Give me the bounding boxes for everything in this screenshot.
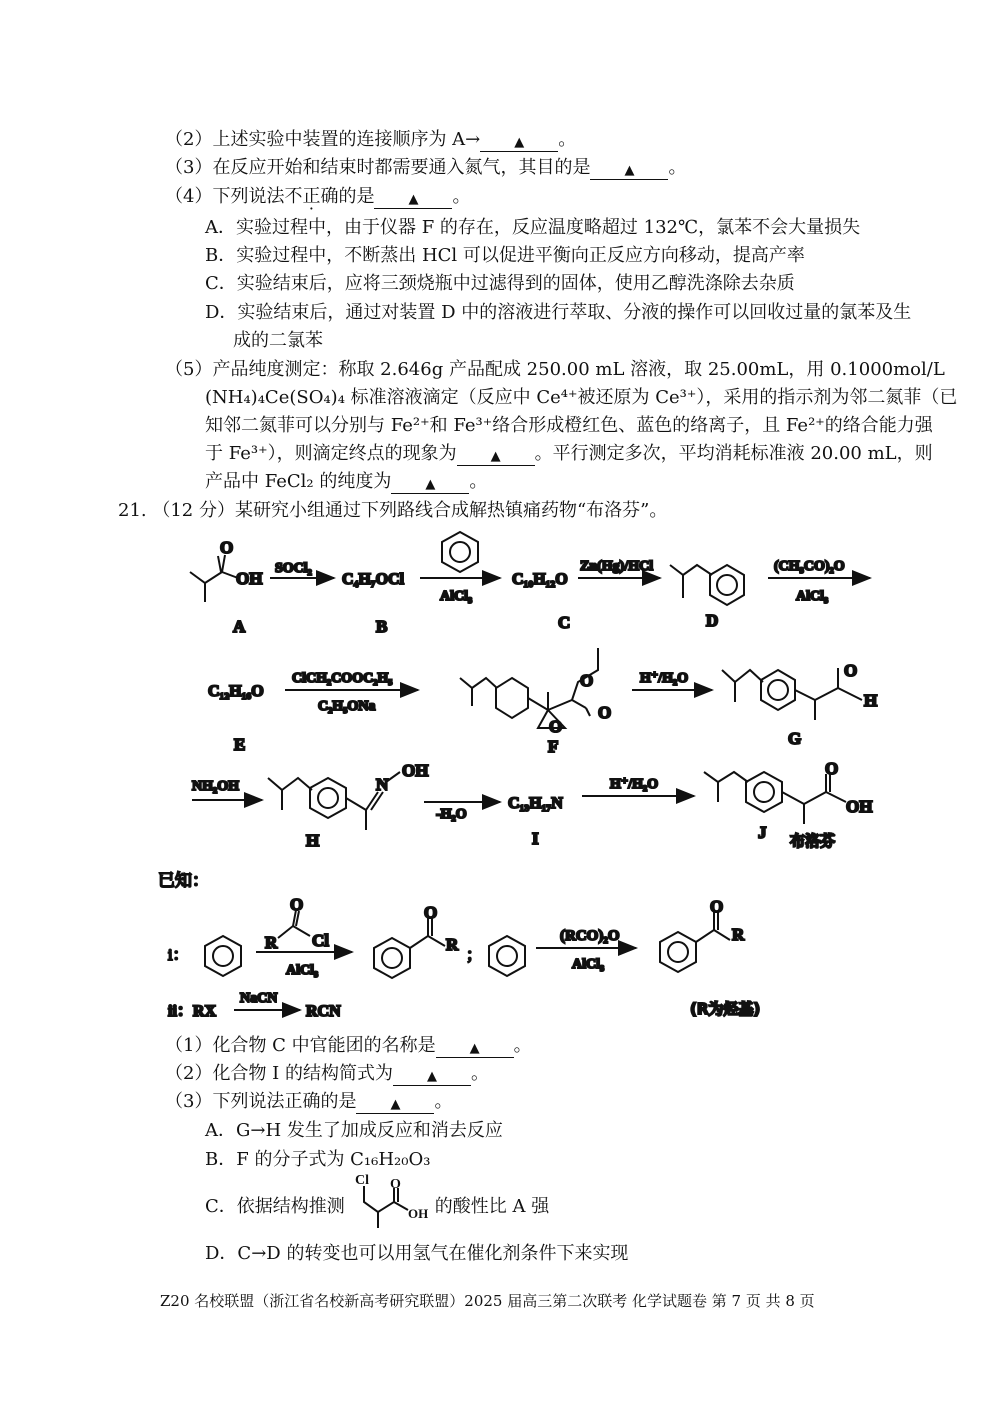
atom-o: O [549, 717, 563, 736]
acyl-chloride-structure [278, 910, 310, 938]
chloro-acid-structure [350, 1172, 440, 1232]
benzene-ring [442, 532, 478, 572]
q20-option-d: D．实验结束后，通过对装置 D 中的溶液进行萃取、分液的操作可以回收过量的氯苯及生 [205, 302, 912, 323]
formula-c: C₁₀H₁₂O [512, 571, 568, 588]
atom-oh: OH [408, 1206, 429, 1221]
reagent-acetic-anhydride: (CH₃CO)₂O [774, 559, 845, 574]
atom-oh: OH [236, 569, 263, 588]
reagent-dehydration: -H₂O [436, 807, 467, 822]
reagent-nacn: NaCN [240, 991, 278, 1006]
separator: ； [466, 947, 483, 964]
reagent-hydroxylamine: NH₂OH [192, 779, 239, 794]
atom-o: O [290, 895, 304, 914]
atom-o: O [825, 759, 839, 778]
label-j: J [758, 823, 767, 842]
q21-stem: 21. （12 分）某研究小组通过下列路线合成解热镇痛药物“布洛芬”。 [118, 500, 668, 521]
atom-o: O [580, 671, 594, 690]
atom-r: R [265, 933, 278, 952]
answer-blank[interactable]: ▲ [480, 129, 558, 152]
q21-option-c: C．依据结构推测 的酸性比 A 强 [205, 1196, 550, 1217]
q21-option-b: B．F 的分子式为 C₁₆H₂₀O₃ [205, 1149, 431, 1170]
aryl-ketone-structure [660, 912, 730, 972]
label-e: E [234, 735, 246, 754]
ibuprofen-label: 布洛芬 [790, 832, 836, 850]
q20-part3: （3）在反应开始和结束时都需要通入氮气，其目的是 ▲ 。 [165, 157, 687, 178]
atom-oh: OH [846, 797, 873, 816]
compound-d-structure [670, 565, 744, 605]
label-b: B [376, 617, 388, 636]
q21-part1: （1）化合物 C 中官能团的名称是 ▲ 。 [165, 1035, 532, 1056]
q21-part2: （2）化合物 I 的结构简式为 ▲ 。 [165, 1063, 490, 1084]
label-i: I [532, 829, 539, 848]
atom-o: O [220, 538, 234, 557]
compound-g-structure [722, 668, 862, 720]
reagent-alcl3: AlCl₃ [440, 589, 473, 604]
q20-part5-line5: 产品中 FeCl₂ 的纯度为 ▲ 。 [205, 471, 488, 492]
emphasis-dotted-text: 不正确 [284, 186, 339, 207]
benzene-ring [489, 936, 525, 976]
atom-o: O [424, 903, 438, 922]
atom-oh: OH [402, 761, 429, 780]
label-h: H [306, 831, 320, 850]
q21-part3: （3）下列说法正确的是 ▲ 。 [165, 1091, 453, 1112]
q20-option-d-cont: 成的二氯苯 [233, 330, 323, 351]
atom-h: H [864, 691, 878, 710]
page-footer: Z20 名校联盟（浙江省名校新高考研究联盟）2025 届高三第二次联考 化学试题卷 第 7 页 共 8 页 [160, 1292, 815, 1310]
atom-r: R [732, 925, 745, 944]
r-group-note: (R为烃基) [690, 1000, 761, 1018]
reagent-alcl3: AlCl₃ [286, 963, 319, 978]
q20-option-c: C．实验结束后，应将三颈烧瓶中过滤得到的固体，使用乙醇洗涤除去杂质 [205, 273, 795, 294]
q20-part2: （2）上述实验中装置的连接顺序为 A→ ▲ 。 [165, 129, 577, 150]
atom-o: O [390, 1177, 401, 1192]
q20-part5-line1: （5）产品纯度测定：称取 2.646g 产品配成 250.00 mL 溶液，取 25.00mL，用 0.1000mol/L [165, 359, 945, 380]
answer-blank[interactable]: ▲ [374, 186, 452, 209]
formula-e: C₁₂H₁₆O [208, 683, 264, 700]
compound-f-structure [460, 648, 598, 728]
answer-blank[interactable]: ▲ [436, 1035, 514, 1058]
answer-blank[interactable]: ▲ [391, 471, 469, 494]
known-i-label: i： [168, 947, 189, 964]
known-label: 已知： [158, 871, 209, 891]
atom-o: O [598, 703, 612, 722]
q20-part5-line4: 于 Fe³⁺），则滴定终点的现象为 ▲ 。平行测定多次，平均消耗标准液 20.00 mL，则 [205, 443, 933, 464]
reagent-alcl3: AlCl₃ [796, 589, 829, 604]
reagent-zn-hg-hcl: Zn(Hg)/HCl [580, 559, 654, 574]
answer-blank[interactable]: ▲ [393, 1063, 471, 1086]
answer-blank[interactable]: ▲ [590, 157, 668, 180]
reagent-sodium-ethoxide: C₂H₅ONa [318, 699, 376, 714]
aryl-ketone-structure [374, 918, 445, 978]
answer-blank[interactable]: ▲ [356, 1091, 434, 1114]
q21-option-d: D．C→D 的转变也可以用氢气在催化剂条件下来实现 [205, 1243, 629, 1264]
q20-option-a: A．实验过程中，由于仪器 F 的存在，反应温度略超过 132℃，氯苯不会大量损失 [205, 217, 861, 238]
q20-option-b: B．实验过程中，不断蒸出 HCl 可以促进平衡向正反应方向移动，提高产率 [205, 245, 805, 266]
reagent-anhydride: (RCO)₂O [560, 928, 620, 944]
label-g: G [788, 729, 802, 748]
compound-j-structure [704, 772, 846, 824]
reagent-alcl3: AlCl₃ [572, 957, 605, 972]
reagent-socl2: SOCl₂ [275, 561, 312, 576]
formula-b: C₄H₇OCl [342, 571, 405, 588]
q20-part4: （4）下列说法不正确的是 ▲ 。 [165, 186, 471, 207]
atom-o: O [710, 897, 724, 916]
answer-blank[interactable]: ▲ [457, 443, 535, 466]
atom-cl: Cl [355, 1173, 369, 1188]
reagent-ethyl-chloroacetate: ClCH₂COOC₂H₅ [292, 671, 393, 686]
label-f: F [548, 737, 559, 756]
atom-r: R [446, 935, 459, 954]
benzene-ring [205, 936, 241, 976]
atom-n: N [376, 775, 389, 794]
label-c: C [558, 613, 571, 632]
known-ii-product: RCN [306, 1003, 341, 1020]
compound-a-structure [190, 555, 238, 602]
atom-cl: Cl [312, 931, 329, 950]
q20-part5-line3: 知邻二氮菲可以分别与 Fe²⁺和 Fe³⁺络合形成橙红色、蓝色的络离子，且 Fe²⁺的络合能力强 [205, 415, 933, 436]
reagent-acid-water: H⁺/H₂O [610, 777, 659, 792]
formula-i: C₁₃H₁₇N [508, 795, 563, 812]
label-a: A [233, 617, 246, 636]
q21-option-a: A．G→H 发生了加成反应和消去反应 [205, 1120, 503, 1141]
atom-o: O [844, 661, 858, 680]
label-d: D [706, 611, 719, 630]
known-ii-reactant: ii：RX [168, 1003, 217, 1020]
reagent-acid-water: H⁺/H₂O [640, 671, 689, 686]
q20-part5-line2: (NH₄)₄Ce(SO₄)₄ 标准溶液滴定（反应中 Ce⁴⁺被还原为 Ce³⁺），采用的指示剂为邻二氮菲（已 [205, 387, 958, 408]
